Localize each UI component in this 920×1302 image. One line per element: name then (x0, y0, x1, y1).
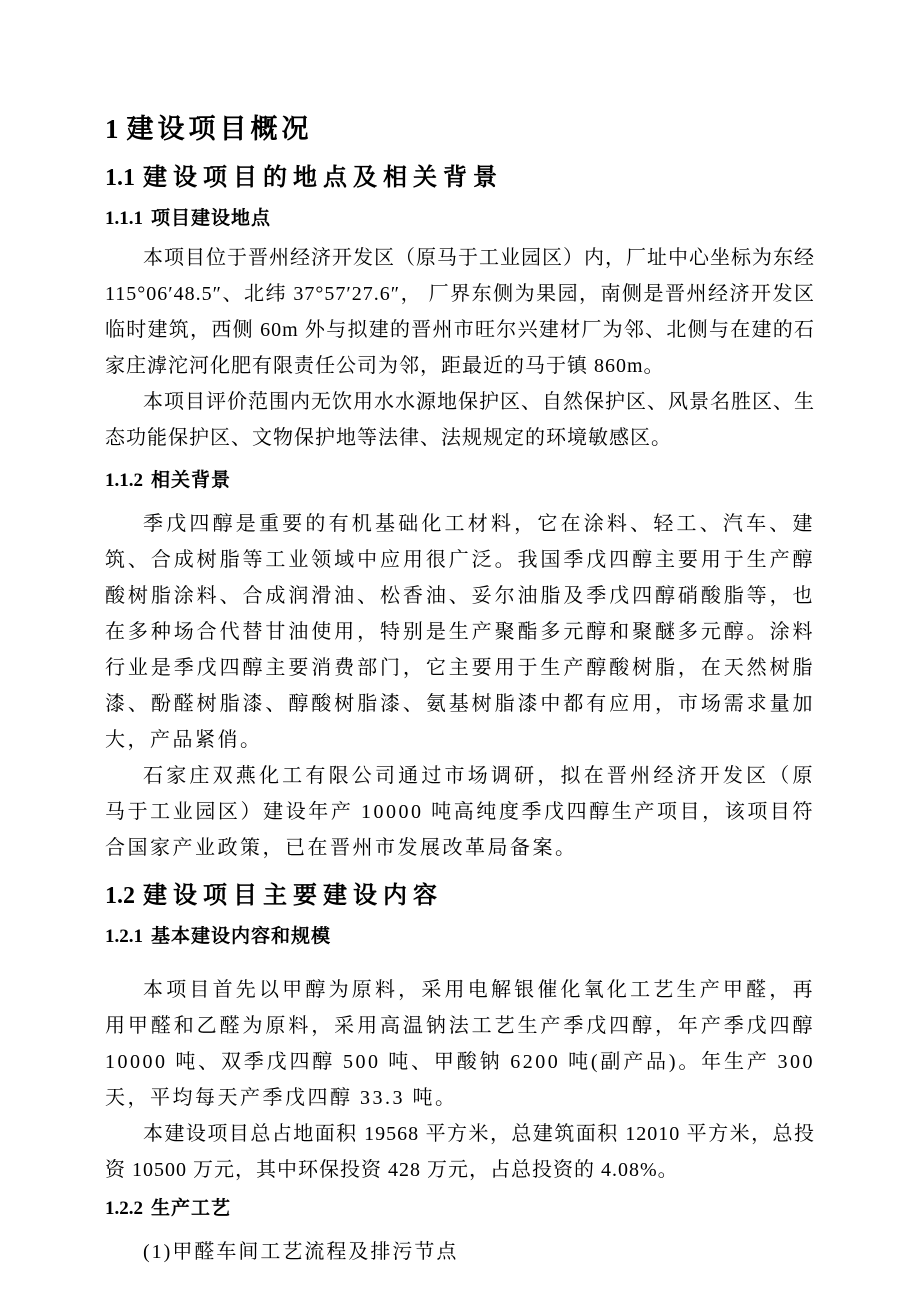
heading-subsection-1-1-1 (105, 206, 815, 232)
heading-title: 项目建设地点 (151, 208, 272, 229)
heading-section-1-2 (105, 880, 815, 912)
heading-title: 建设项目的地点及相关背景 (143, 164, 503, 191)
heading-chapter-1 (105, 112, 815, 146)
heading-number: 1.1.1 (105, 208, 143, 229)
heading-section-1-1 (105, 162, 815, 194)
paragraph-industry-background: 季戊四醇是重要的有机基础化工材料，它在涂料、轻工、汽车、建筑、合成树脂等工业领域中应用很广泛。我国季戊四醇主要用于生产醇酸树脂涂料、合成润滑油、松香油、妥尔油脂及季戊四醇硝酸脂等，也在多种场合代替甘油使用，特别是生产聚酯多元醇和聚醚多元醇。涂料行业是季戊四醇主要消费部门，它主要用于生产醇酸树脂，在天然树脂漆、酚醛树脂漆、醇酸树脂漆、氨基树脂漆中都有应用，市场需求量加大，产品紧俏。 (105, 513, 815, 751)
heading-title: 建设项目概况 (126, 114, 313, 144)
heading-title: 相关背景 (151, 470, 232, 491)
heading-title: 基本建设内容和规模 (151, 926, 332, 947)
heading-subsection-1-1-2 (105, 468, 815, 494)
paragraph-production-scale: 本项目首先以甲醇为原料，采用电解银催化氧化工艺生产甲醛，再用甲醛和乙醛为原料，采用高温钠法工艺生产季戊四醇，年产季戊四醇 10000 吨、双季戊四醇 500 吨、甲酸钠 6200 吨(副产品)。年生产 300 天，平均每天产季戊四醇 33.3 吨。 (105, 979, 815, 1109)
heading-number: 1.2.1 (105, 926, 143, 947)
heading-subsection-1-2-2 (105, 1196, 815, 1222)
heading-subsection-1-2-1 (105, 924, 815, 950)
heading-number: 1.2 (105, 883, 135, 909)
heading-number: 1.2.2 (105, 1198, 143, 1219)
paragraph-process-item: (1)甲醛车间工艺流程及排污节点 (143, 1241, 459, 1263)
heading-title: 生产工艺 (151, 1198, 232, 1219)
heading-number: 1 (105, 114, 119, 144)
paragraph-project-location: 本项目位于晋州经济开发区（原马于工业园区）内，厂址中心坐标为东经115°06′48.5″、北纬 37°57′27.6″， 厂界东侧为果园，南侧是晋州经济开发区临时建筑，西侧 60m 外与拟建的晋州市旺尔兴建材厂为邻、北侧与在建的石家庄滹沱河化肥有限责任公司为邻，距最近的马于镇 860m。 (105, 247, 815, 377)
paragraph-investment: 本建设项目总占地面积 19568 平方米，总建筑面积 12010 平方米，总投资 10500 万元，其中环保投资 428 万元，占总投资的 4.08%。 (105, 1123, 815, 1181)
heading-title: 建设项目主要建设内容 (143, 882, 443, 909)
heading-number: 1.1.2 (105, 470, 143, 491)
paragraph-sensitive-areas: 本项目评价范围内无饮用水水源地保护区、自然保护区、风景名胜区、生态功能保护区、文物保护地等法律、法规规定的环境敏感区。 (105, 391, 815, 449)
heading-number: 1.1 (105, 165, 135, 191)
paragraph-company-plan: 石家庄双燕化工有限公司通过市场调研，拟在晋州经济开发区（原马于工业园区）建设年产 10000 吨高纯度季戊四醇生产项目，该项目符合国家产业政策，已在晋州市发展改革局备案。 (105, 765, 815, 859)
